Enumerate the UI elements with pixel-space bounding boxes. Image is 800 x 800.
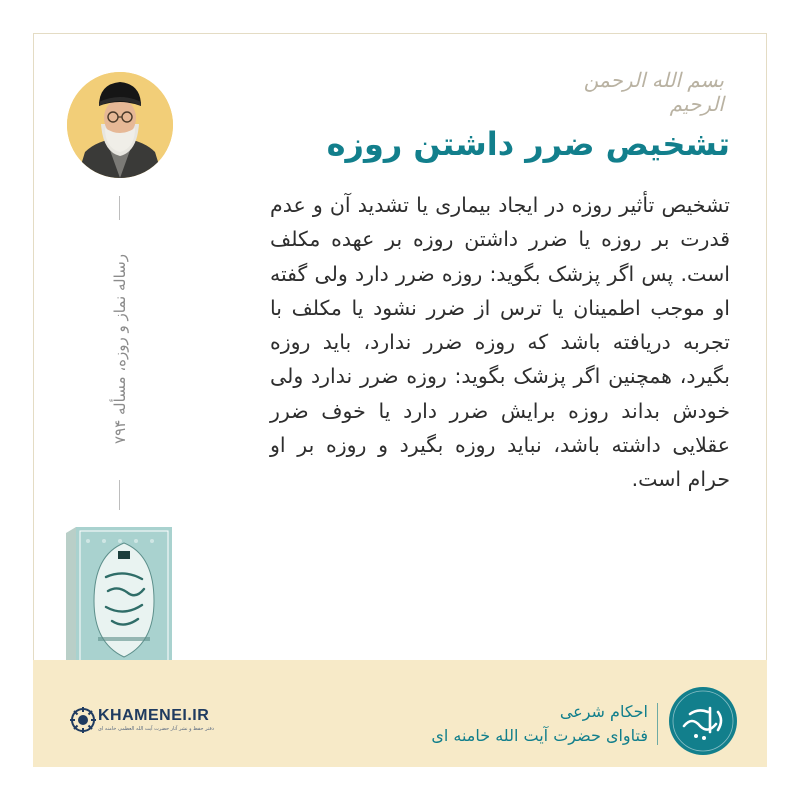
logo-tagline: دفتر حفظ و نشر آثار حضرت آیت الله العظمی خامنه ای [98, 726, 214, 732]
side-divider-top [119, 196, 120, 220]
logo-name: KHAMENEI.IR [98, 707, 210, 724]
source-reference [108, 228, 132, 470]
portrait-photo [67, 72, 173, 178]
footer-caption [408, 700, 648, 748]
footer-category: احکام شرعی [559, 702, 648, 721]
page-title: تشخیص ضرر داشتن روزه [326, 125, 730, 163]
side-divider-bottom [119, 480, 120, 510]
footer-subtitle: فتاوای حضرت آیت الله خامنه ای [431, 726, 648, 745]
source-reference-text: رساله نماز و روزه، مسأله ۷۹۴ [111, 254, 130, 444]
khamenei-logo[interactable] [70, 705, 240, 735]
fiqh-emblem-icon [668, 686, 738, 756]
khamenei-logo-icon [70, 707, 96, 733]
ruling-text: تشخیص تأثیر روزه در ایجاد بیماری یا تشدید آن و عدم قدرت بر روزه یا ضرر داشتن روزه بر عهده مکلف است. پس اگر پزشک بگوید: روزه ضرر دارد ولی گفته او موجب اطمینان یا ترس از ضرر نشود یا مکلف با تجربه دریافته باشد که روزه ضرر ندارد، باید روزه بگیرد، همچنین اگر پزشک بگوید: روزه ضرر ندارد ولی خودش بداند روزه برایش ضرر دارد یا خوف ضرر عقلایی داشته باشد، نباید روزه بگیرد و روزه بر او حرام است. [270, 193, 730, 492]
basmala: بسم الله الرحمن الرحیم [583, 68, 724, 116]
footer-divider [657, 703, 658, 745]
